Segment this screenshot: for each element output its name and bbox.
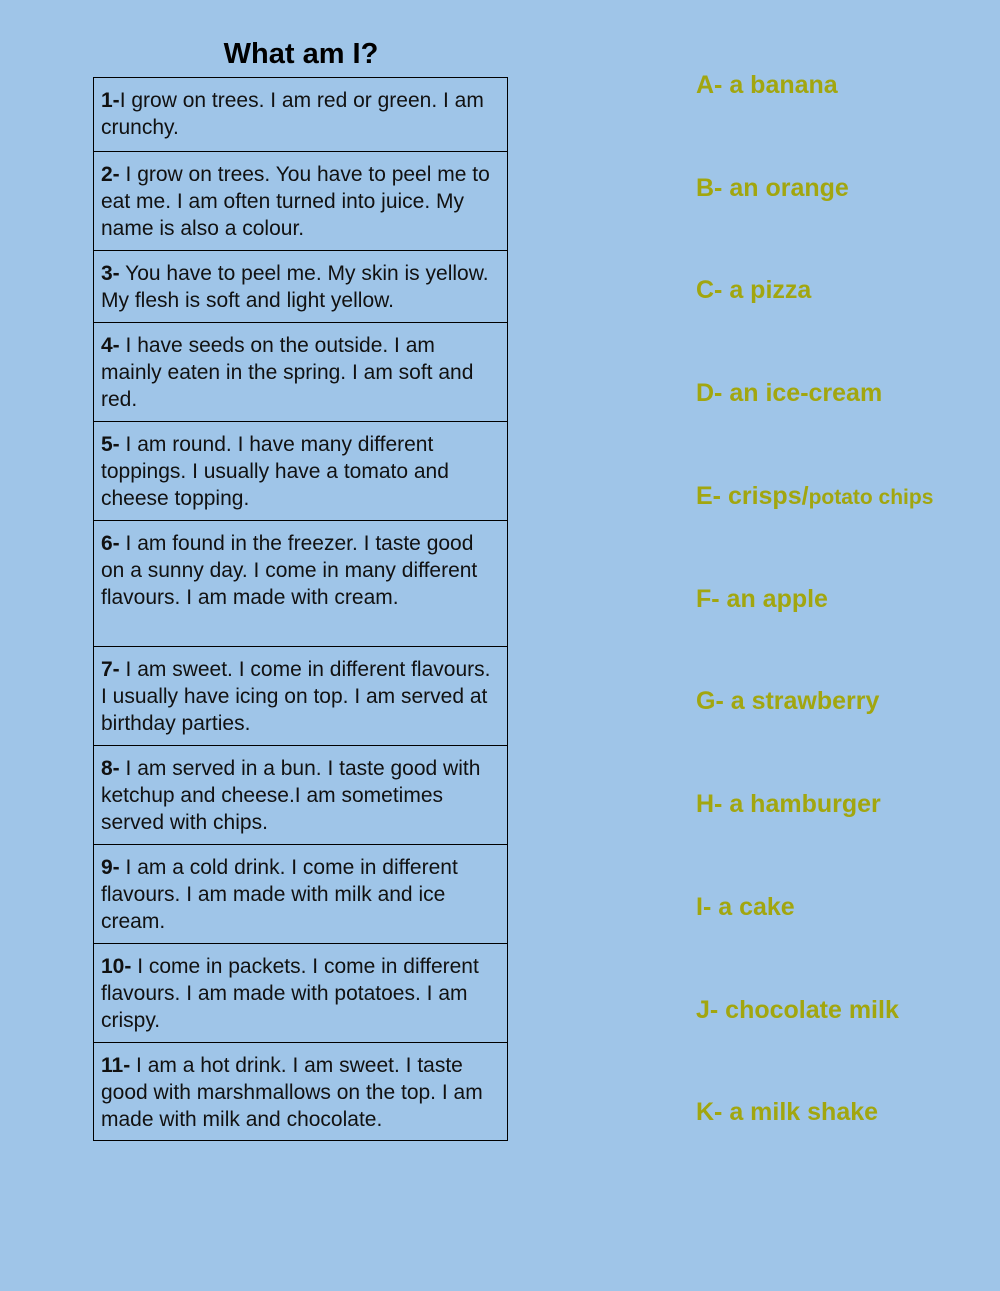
riddle-row xyxy=(94,1042,507,1140)
riddle-number: 3- xyxy=(101,262,120,285)
riddle-number: 6- xyxy=(101,532,120,555)
riddle-table xyxy=(93,77,508,1141)
answer-option: C- a pizza xyxy=(696,276,812,304)
riddle-row xyxy=(94,646,507,745)
answer-option: A- a banana xyxy=(696,71,838,99)
answer-option: G- a strawberry xyxy=(696,687,880,715)
riddle-number: 7- xyxy=(101,658,120,681)
answer-option: H- a hamburger xyxy=(696,790,881,818)
riddle-text: I am sweet. I come in different flavours. I usually have icing on top. I am served at birthday parties. xyxy=(101,658,491,735)
riddle-number: 8- xyxy=(101,757,120,780)
riddle-number: 9- xyxy=(101,856,120,879)
riddle-row xyxy=(94,78,507,151)
answer-option: F- an apple xyxy=(696,585,828,613)
riddle-number: 10- xyxy=(101,955,132,978)
riddle-number: 1- xyxy=(101,89,120,112)
riddle-row xyxy=(94,250,507,322)
riddle-row xyxy=(94,943,507,1042)
riddle-row xyxy=(94,322,507,421)
riddle-row xyxy=(94,421,507,520)
riddle-text: I am found in the freezer. I taste good on a sunny day. I come in many different flavours. I am made with cream. xyxy=(101,532,478,609)
riddle-text: I come in packets. I come in different flavours. I am made with potatoes. I am crispy. xyxy=(101,955,479,1032)
riddle-number: 5- xyxy=(101,433,120,456)
riddle-text: I am round. I have many different toppings. I usually have a tomato and cheese topping. xyxy=(101,433,449,510)
answer-option: B- an orange xyxy=(696,174,849,202)
riddle-row xyxy=(94,844,507,943)
riddle-number: 2- xyxy=(101,163,120,186)
riddle-text: I have seeds on the outside. I am mainly eaten in the spring. I am soft and red. xyxy=(101,334,474,411)
riddle-text: You have to peel me. My skin is yellow. My flesh is soft and light yellow. xyxy=(101,262,489,312)
answer-option: E- crisps/potato chips xyxy=(696,482,934,510)
answer-option: J- chocolate milk xyxy=(696,996,899,1024)
riddle-row xyxy=(94,520,507,646)
answer-option-note: potato chips xyxy=(808,486,934,509)
answer-option: I- a cake xyxy=(696,893,795,921)
riddle-text: I am a hot drink. I am sweet. I taste good with marshmallows on the top. I am made with milk and chocolate. xyxy=(101,1054,483,1131)
answer-option: D- an ice-cream xyxy=(696,379,883,407)
riddle-number: 4- xyxy=(101,334,120,357)
riddle-row xyxy=(94,151,507,250)
riddle-text: I am served in a bun. I taste good with ketchup and cheese.I am sometimes served with chips. xyxy=(101,757,481,834)
riddle-number: 11- xyxy=(101,1054,131,1077)
page-title: What am I? xyxy=(223,38,379,70)
riddle-text: I grow on trees. You have to peel me to eat me. I am often turned into juice. My name is also a colour. xyxy=(101,163,490,240)
riddle-text: I am a cold drink. I come in different flavours. I am made with milk and ice cream. xyxy=(101,856,458,933)
riddle-row xyxy=(94,745,507,844)
riddle-text: I grow on trees. I am red or green. I am crunchy. xyxy=(101,89,484,139)
answer-option: K- a milk shake xyxy=(696,1098,879,1126)
